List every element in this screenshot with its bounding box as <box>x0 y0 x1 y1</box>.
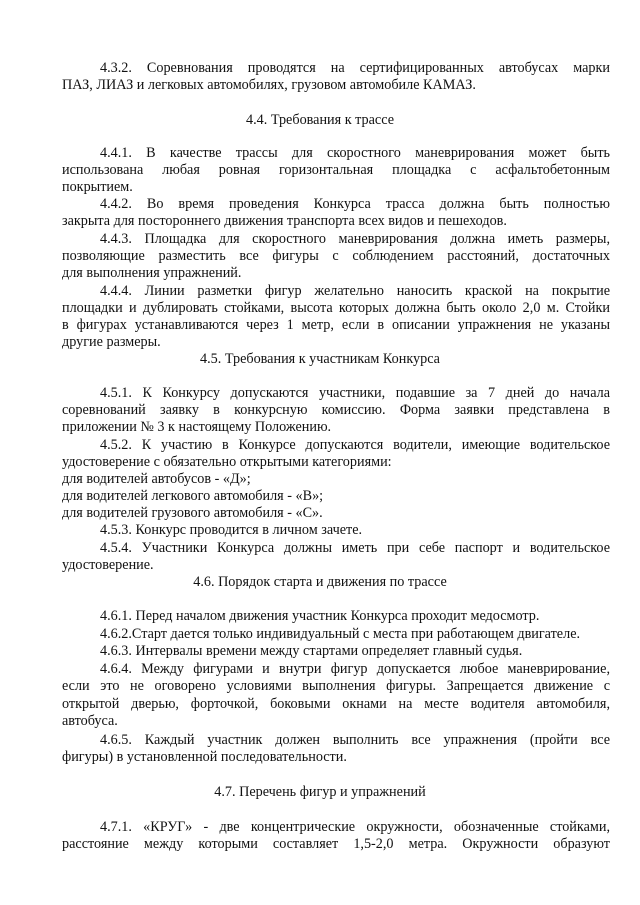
section-heading-4-7: 4.7. Перечень фигур и упражнений <box>214 784 426 800</box>
para-4-4-1-line-1: 4.4.1. В качестве трассы для скоростного маневрирования может быть <box>100 145 610 161</box>
para-4-3-2-line-2: ПАЗ, ЛИАЗ и легковых автомобилях, грузовом автомобиле КАМАЗ. <box>62 77 476 93</box>
para-4-7-1-line-2: расстояние между которыми составляет 1,5-2,0 метра. Окружности образуют <box>62 836 610 852</box>
para-4-6-4-line-3: открытой дверью, форточкой, боковыми окнами на месте водителя автомобиля, <box>62 696 610 712</box>
section-heading-4-6: 4.6. Порядок старта и движения по трассе <box>193 574 447 590</box>
category-car: для водителей легкового автомобиля - «В»; <box>62 488 324 504</box>
para-4-6-4-line-2: если это не оговорено условиями выполнения фигуры. Запрещается движение с <box>62 678 610 694</box>
para-4-6-3: 4.6.3. Интервалы времени между стартами определяет главный судья. <box>100 643 523 659</box>
para-4-5-3: 4.5.3. Конкурс проводится в личном зачете. <box>100 522 363 538</box>
para-4-6-5-line-2: фигуры) в установленной последовательности. <box>62 749 347 765</box>
para-4-5-2-line-1: 4.5.2. К участию в Конкурсе допускаются водители, имеющие водительское <box>100 437 610 453</box>
para-4-5-1-line-3: приложении № 3 к настоящему Положению. <box>62 419 332 435</box>
para-4-4-4-line-4: другие размеры. <box>62 334 161 350</box>
para-4-6-1: 4.6.1. Перед началом движения участник Конкурса проходит медосмотр. <box>100 608 540 624</box>
para-4-4-1-line-3: покрытием. <box>62 179 133 195</box>
section-heading-4-5: 4.5. Требования к участникам Конкурса <box>200 351 440 367</box>
para-4-6-4-line-1: 4.6.4. Между фигурами и внутри фигур допускается любое маневрирование, <box>100 661 610 677</box>
para-4-4-3-line-1: 4.4.3. Площадка для скоростного маневрирования должна иметь размеры, <box>100 231 610 247</box>
para-4-7-1-line-1: 4.7.1. «КРУГ» - две концентрические окружности, обозначенные стойками, <box>100 819 610 835</box>
para-4-5-2-line-2: удостоверение с обязательно открытыми категориями: <box>62 454 392 470</box>
para-4-5-1-line-2: соревнований заявку в конкурсную комиссию. Форма заявки представлена в <box>62 402 610 418</box>
para-4-6-2: 4.6.2.Старт дается только индивидуальный с места при работающем двигателе. <box>100 626 581 642</box>
section-heading-4-4: 4.4. Требования к трассе <box>246 112 394 128</box>
para-4-5-1-line-1: 4.5.1. К Конкурсу допускаются участники, подавшие за 7 дней до начала <box>100 385 610 401</box>
para-4-6-5-line-1: 4.6.5. Каждый участник должен выполнить все упражнения (пройти все <box>100 732 610 748</box>
para-4-6-4-line-4: автобуса. <box>62 713 118 729</box>
para-4-4-4-line-2: площадки и дублировать стойками, высота которых должна быть около 2,0 м. Стойки <box>62 300 610 316</box>
category-truck: для водителей грузового автомобиля - «С». <box>62 505 323 521</box>
para-4-4-3-line-2: позволяющие разместить все фигуры с соблюдением расстояний, достаточных <box>62 248 610 264</box>
para-4-4-2-line-2: закрыта для постороннего движения транспорта всех видов и пешеходов. <box>62 213 507 229</box>
para-4-4-1-line-2: использована любая ровная горизонтальная площадка с асфальтобетонным <box>62 162 610 178</box>
para-4-5-4-line-1: 4.5.4. Участники Конкурса должны иметь при себе паспорт и водительское <box>100 540 610 556</box>
para-4-4-4-line-1: 4.4.4. Линии разметки фигур желательно наносить краской на покрытие <box>100 283 610 299</box>
para-4-5-4-line-2: удостоверение. <box>62 557 154 573</box>
category-bus: для водителей автобусов - «Д»; <box>62 471 251 487</box>
para-4-4-3-line-3: для выполнения упражнений. <box>62 265 242 281</box>
para-4-4-2-line-1: 4.4.2. Во время проведения Конкурса трасса должна быть полностью <box>100 196 610 212</box>
para-4-4-4-line-3: в фигурах устанавливаются через 1 метр, если в описании упражнения не указаны <box>62 317 610 333</box>
para-4-3-2-line-1: 4.3.2. Соревнования проводятся на сертифицированных автобусах марки <box>100 60 610 76</box>
